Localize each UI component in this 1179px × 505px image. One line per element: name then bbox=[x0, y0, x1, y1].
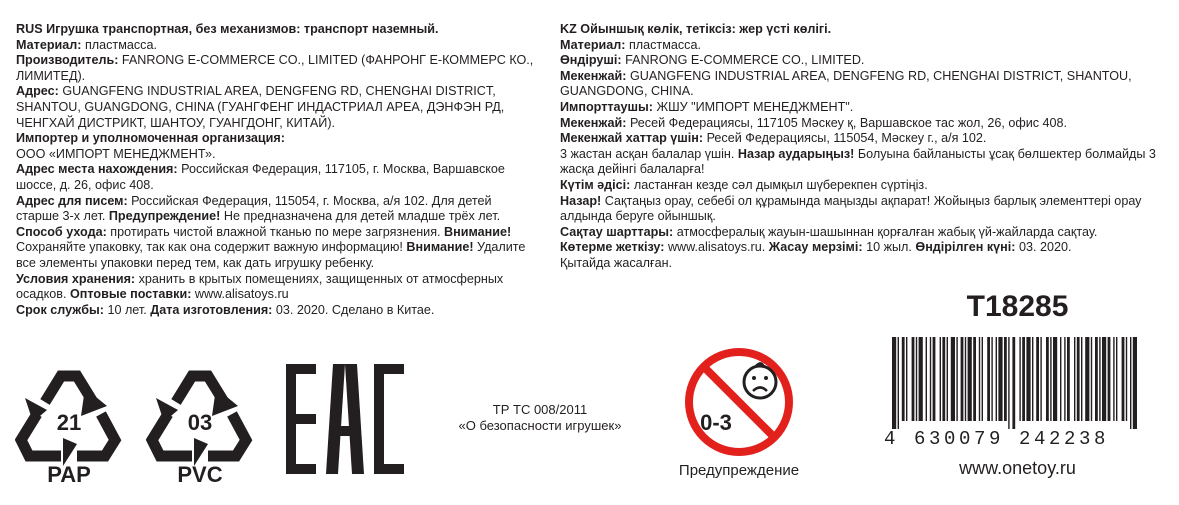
ru-paragraph bbox=[16, 38, 536, 54]
ru-paragraph bbox=[16, 22, 536, 38]
kz-paragraph bbox=[560, 22, 1170, 38]
kazakh-label-text bbox=[560, 22, 1170, 272]
field-value: 10 жыл. bbox=[866, 240, 916, 255]
field-label: Жасау мерзімі: bbox=[768, 240, 867, 255]
field-label: Дата изготовления: bbox=[150, 302, 276, 317]
kz-paragraph bbox=[560, 53, 1170, 69]
field-value: Удалите все элементы упаковки перед тем, как дать игрушку ребенку. bbox=[16, 240, 526, 270]
field-label: Көтерме жеткізу: bbox=[560, 240, 668, 255]
kz-paragraph bbox=[560, 194, 1170, 225]
field-value: хранить в крытых помещениях, защищенных от атмосферных осадков. bbox=[16, 271, 504, 302]
field-label: Мекенжай: bbox=[560, 68, 630, 83]
ru-paragraph bbox=[16, 84, 536, 131]
field-label: Условия хранения: bbox=[16, 271, 139, 286]
warning-caption: Предупреждение bbox=[678, 462, 800, 479]
tr-ts-code: ТР ТС 008/2011 bbox=[492, 402, 588, 417]
field-value: 03. 2020. Сделано в Китае. bbox=[275, 302, 435, 317]
field-label: Внимание! bbox=[444, 224, 512, 239]
kz-paragraph bbox=[560, 240, 1170, 256]
field-value: 3 жастан асқан балалар үшін. bbox=[560, 146, 738, 161]
field-value: GUANGFENG INDUSTRIAL AREA, DENGFENG RD, CHENGHAI DISTRICT, SHANTOU, GUANGDONG, CHINA (ГУАНГФЕНГ ИНДАСТРИАЛ АРЕА, ДЭНФЭН РД, ЧЕНГХАЙ ДИСТРИКТ, ШАНТОУ, ГУАНГДОНГ, КИТАЙ). bbox=[16, 84, 505, 130]
ru-paragraph bbox=[16, 162, 536, 193]
field-value: Сақтаңыз орау, себебі ол құрамында маңызды ақпарат! Жойыңыз барлық элементтері орау алдында беруге ойыншық. bbox=[560, 193, 1142, 224]
field-label: Өндіруші: bbox=[560, 53, 626, 68]
field-value: Қытайда жасалған. bbox=[560, 255, 673, 270]
field-label: Сақтау шарттары: bbox=[560, 224, 677, 239]
field-label: Адрес для писем: bbox=[16, 193, 132, 208]
age-warning-icon bbox=[676, 346, 802, 458]
field-label: Производитель: bbox=[16, 53, 122, 68]
kz-paragraph bbox=[560, 178, 1170, 194]
field-label: Мекенжай: bbox=[560, 115, 630, 130]
field-label: Срок службы: bbox=[16, 302, 108, 317]
kz-paragraph bbox=[560, 225, 1170, 241]
recycle-code: 03 bbox=[187, 410, 213, 435]
kz-paragraph bbox=[560, 116, 1170, 132]
field-label: Предупреждение! bbox=[108, 209, 224, 224]
field-label: RUS Игрушка транспортная, без механизмов: транспорт наземный. bbox=[16, 22, 439, 36]
recycle-code: 21 bbox=[56, 410, 82, 435]
recycle-pap-icon bbox=[15, 358, 123, 490]
field-label: Өндірілген күні: bbox=[915, 240, 1019, 255]
ru-paragraph bbox=[16, 147, 536, 163]
ru-paragraph bbox=[16, 272, 536, 303]
field-label: KZ Ойыншық көлік, тетіксіз: жер үсті көлігі. bbox=[560, 22, 832, 36]
field-value: Российская Федерация, 115054, г. Москва, а/я 102. Для детей старше 3-х лет. bbox=[16, 193, 492, 224]
kz-paragraph bbox=[560, 256, 1170, 272]
barcode-icon bbox=[884, 337, 1142, 429]
field-label: Импорттаушы: bbox=[560, 99, 657, 114]
field-value: пластмасса. bbox=[84, 37, 157, 52]
ru-paragraph bbox=[16, 131, 536, 147]
field-value: ООО «ИМПОРТ МЕНЕДЖМЕНТ». bbox=[16, 146, 216, 161]
field-value: FANRONG E-COMMERCE CO., LIMITED. bbox=[625, 53, 865, 68]
tr-ts-reference bbox=[400, 402, 680, 434]
field-label: Импортер и уполномоченная организация: bbox=[16, 131, 285, 146]
field-label: Оптовые поставки: bbox=[70, 287, 195, 302]
ru-paragraph bbox=[16, 194, 536, 272]
field-value: www.alisatoys.ru bbox=[194, 287, 289, 302]
kz-paragraph bbox=[560, 38, 1170, 54]
field-label: Күтім әдісі: bbox=[560, 177, 634, 192]
field-label: Назар! bbox=[560, 193, 605, 208]
field-value: Не предназначена для детей младше трёх лет. bbox=[223, 209, 501, 224]
kz-paragraph bbox=[560, 69, 1170, 100]
recycle-label: PVC bbox=[177, 462, 223, 487]
field-value: 03. 2020. bbox=[1018, 240, 1072, 255]
barcode-digits: 4 630079 242238 bbox=[884, 428, 1110, 450]
kz-paragraph bbox=[560, 100, 1170, 116]
field-value: пластмасса. bbox=[628, 37, 701, 52]
field-label: Способ ухода: bbox=[16, 224, 111, 239]
field-label: Материал: bbox=[16, 37, 85, 52]
field-value: Российская Федерация, 117105, г. Москва, Варшавское шоссе, д. 26, офис 408. bbox=[16, 162, 505, 192]
product-sku: T18285 bbox=[966, 290, 1069, 323]
eac-mark-icon bbox=[286, 364, 404, 474]
field-value: ЖШУ "ИМПОРТ МЕНЕДЖМЕНТ". bbox=[656, 99, 854, 114]
website-url: www.onetoy.ru bbox=[959, 458, 1076, 478]
field-label: Назар аударыңыз! bbox=[737, 146, 858, 161]
field-value: 10 лет. bbox=[107, 302, 151, 317]
field-value: Ресей Федерациясы, 117105 Мәскеу қ, Варшавское тас жол, 26, офис 408. bbox=[629, 115, 1068, 130]
field-value: атмосфералық жауын-шашыннан қорғалған жабық үй-жайларда сақтау. bbox=[676, 224, 1098, 239]
field-value: GUANGFENG INDUSTRIAL AREA, DENGFENG RD, CHENGHAI DISTRICT, SHANTOU, GUANGDONG, CHINA. bbox=[560, 68, 1132, 99]
field-value: Ресей Федерациясы, 115054, Мәскеу г., а/я 102. bbox=[706, 131, 987, 146]
field-value: Сохраняйте упаковку, так как она содержит важную информацию! bbox=[16, 240, 407, 255]
field-label: Внимание! bbox=[406, 240, 478, 255]
field-value: ластанған кезде сәл дымқыл шүберекпен сүртіңіз. bbox=[633, 177, 928, 192]
recycle-label: PAP bbox=[47, 462, 91, 487]
kz-paragraph bbox=[560, 131, 1170, 147]
age-range: 0-3 bbox=[700, 410, 732, 435]
ru-paragraph bbox=[16, 303, 536, 319]
field-value: FANRONG E-COMMERCE CO., LIMITED (ФАНРОНГ Е-КОММЕРС КО., ЛИМИТЕД). bbox=[16, 53, 534, 83]
field-label: Мекенжай хаттар үшін: bbox=[560, 131, 707, 146]
tr-ts-title: «О безопасности игрушек» bbox=[458, 418, 622, 433]
field-label: Материал: bbox=[560, 37, 629, 52]
field-label: Адрес места нахождения: bbox=[16, 162, 182, 177]
kz-paragraph bbox=[560, 147, 1170, 178]
field-value: Болуына байланысты ұсақ бөлшектер болмайды 3 жасқа дейінгі балаларға! bbox=[560, 146, 1156, 177]
field-value: www.alisatoys.ru. bbox=[667, 240, 769, 255]
ru-paragraph bbox=[16, 53, 536, 84]
field-value: протирать чистой влажной тканью по мере загрязнения. bbox=[110, 224, 445, 239]
recycle-pvc-icon bbox=[146, 358, 254, 490]
field-label: Адрес: bbox=[16, 84, 63, 99]
russian-label-text bbox=[16, 22, 536, 318]
